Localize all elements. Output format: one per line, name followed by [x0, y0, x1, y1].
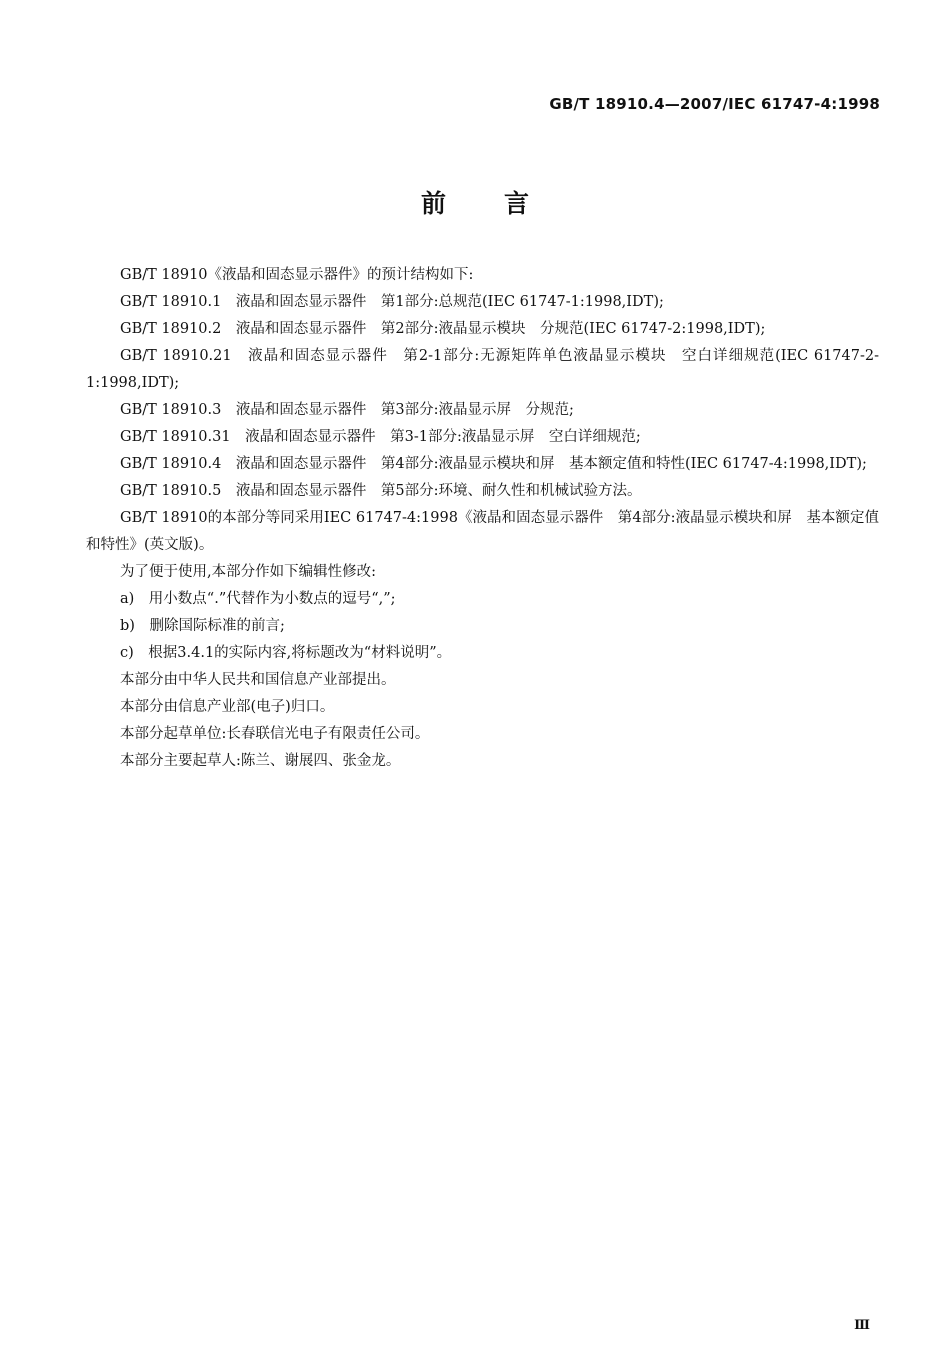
foreword-body [86, 262, 879, 775]
page-title: 前言 [420, 189, 587, 218]
paragraph-part-2-1: GB/T 18910.21 液晶和固态显示器件 第2-1部分:无源矩阵单色液晶显示模块 空白详细规范(IEC 61747-2-1:1998,IDT); [86, 348, 879, 391]
paragraph-part-1: GB/T 18910.1 液晶和固态显示器件 第1部分:总规范(IEC 61747-1:1998,IDT); [120, 294, 664, 310]
paragraph-part-3-1: GB/T 18910.31 液晶和固态显示器件 第3-1部分:液晶显示屏 空白详细规范; [120, 429, 641, 445]
paragraph-proposer: 本部分由中华人民共和国信息产业部提出。 [120, 672, 396, 688]
paragraph-drafting-unit: 本部分起草单位:长春联信光电子有限责任公司。 [120, 726, 430, 742]
list-item-edit-c: c) 根据3.4.1的实际内容,将标题改为“材料说明”。 [120, 645, 452, 661]
paragraph-structure-intro: GB/T 18910《液晶和固态显示器件》的预计结构如下: [120, 267, 474, 283]
paragraph-adoption: GB/T 18910的本部分等同采用IEC 61747-4:1998《液晶和固态显示器件 第4部分:液晶显示模块和屏 基本额定值和特性》(英文版)。 [86, 510, 879, 553]
paragraph-edits-intro: 为了便于使用,本部分作如下编辑性修改: [120, 564, 376, 580]
paragraph-part-3: GB/T 18910.3 液晶和固态显示器件 第3部分:液晶显示屏 分规范; [120, 402, 574, 418]
paragraph-part-4: GB/T 18910.4 液晶和固态显示器件 第4部分:液晶显示模块和屏 基本额定值和特性(IEC 61747-4:1998,IDT); [120, 456, 867, 472]
page-number: Ⅲ [854, 1318, 870, 1333]
list-item-edit-a: a) 用小数点“.”代替作为小数点的逗号“,”; [120, 591, 396, 607]
paragraph-part-5: GB/T 18910.5 液晶和固态显示器件 第5部分:环境、耐久性和机械试验方法。 [120, 483, 642, 499]
standard-code-header: GB/T 18910.4—2007/IEC 61747-4:1998 [549, 95, 880, 113]
paragraph-part-2: GB/T 18910.2 液晶和固态显示器件 第2部分:液晶显示模块 分规范(IEC 61747-2:1998,IDT); [120, 321, 766, 337]
paragraph-administrator: 本部分由信息产业部(电子)归口。 [120, 699, 335, 715]
list-item-edit-b: b) 删除国际标准的前言; [120, 618, 285, 634]
paragraph-drafters: 本部分主要起草人:陈兰、谢展四、张金龙。 [120, 753, 401, 769]
